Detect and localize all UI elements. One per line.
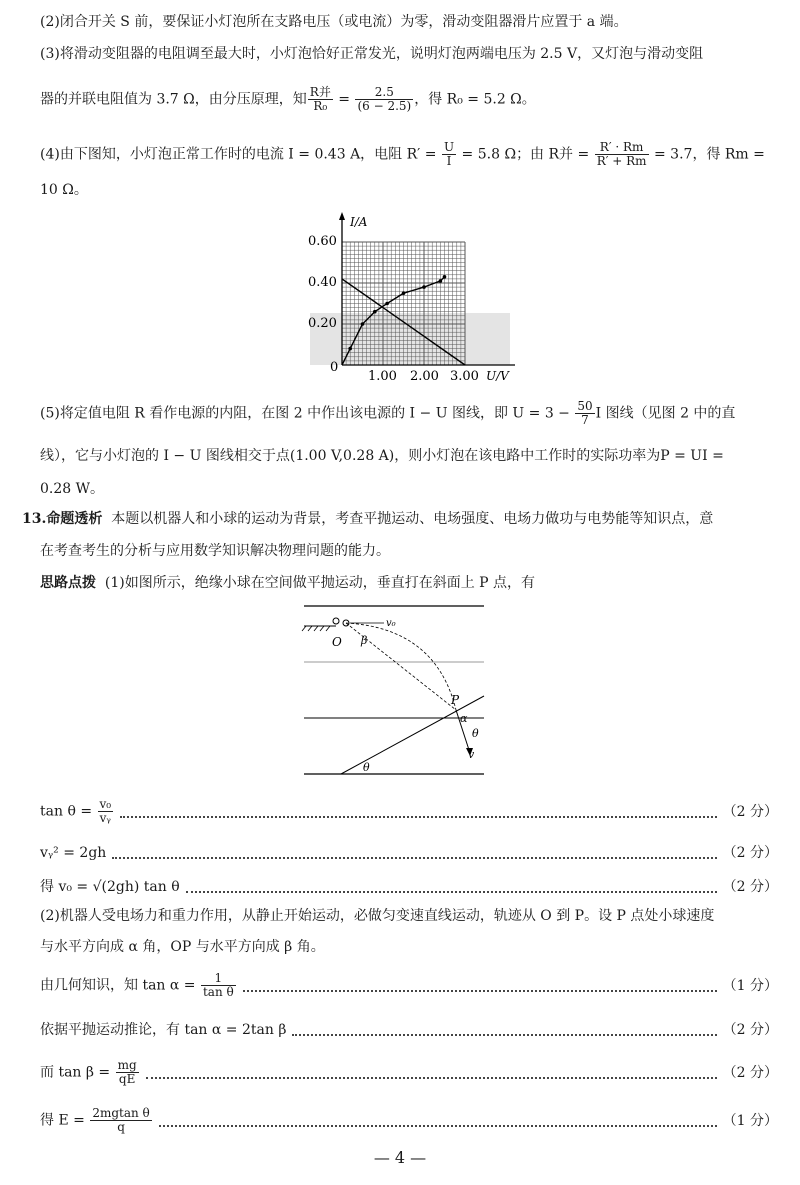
x-tick-100: 1.00 [368, 369, 397, 384]
fraction-u-over-i: $\frac{U}{I}$ [443, 140, 455, 168]
para-5-line1: (5)将定值电阻 R 看作电源的内阻，在图 2 中作出该电源的 I − U 图线，即 U = 3 − $\frac{50}{7}$ I 图线（见图 2 中的直 [40, 399, 736, 427]
eq-row-7: 得 E = $\frac{\text{2mgtan θ}}{q}$ （1 分） [40, 1106, 778, 1134]
graph-shade [310, 313, 510, 365]
hint-line1: 思路点拨 (1)如图所示，绝缘小球在空间做平抛运动，垂直打在斜面上 P 点，有 [40, 575, 536, 591]
eq-row-2: vᵧ² = 2gh （2 分） [40, 845, 778, 861]
y-tick-020: 0.20 [308, 316, 337, 331]
fraction-50-over-7: $\frac{50}{7}$ [577, 399, 593, 427]
bulb-data-point [373, 310, 377, 314]
bulb-data-point [443, 275, 447, 279]
q13-line1: 13.命题透析 本题以机器人和小球的运动为背景，考查平抛运动、电场强度、电场力做功与电势能等知识点，意 [22, 511, 714, 527]
para-4-line1: (4)由下图知，小灯泡正常工作时的电流 I = 0.43 A，电阻 R′ = $\frac{U}{I}$ = 5.8 Ω；由 R并 = $\frac{R' \cdot Rm}{R' + Rm}$ = 3.7，得 Rm = [40, 140, 765, 168]
fraction-r-ratio: $\frac{\text{R并}}{\text{R₀}}$ [309, 85, 331, 113]
bulb-data-point [361, 322, 365, 326]
eq-row-5: 依据平抛运动推论，有 tan α = 2tan β （2 分） [40, 1022, 778, 1038]
y-axis-arrow [339, 212, 345, 220]
projectile-figure [296, 598, 486, 780]
ledge-hatch [302, 626, 330, 631]
q13-line2: 在考查考生的分析与应用数学知识解决物理问题的能力。 [40, 543, 390, 559]
iu-graph [300, 208, 530, 388]
fraction-voltage-ratio: $\frac{2.5}{(6 - 2.5)}$ [357, 85, 412, 113]
eq-row-3: 得 v₀ = √(2gh) tan θ （2 分） [40, 879, 778, 895]
bulb-data-point [348, 347, 352, 351]
eq-row-4: 由几何知识，知 tan α = $\frac{1}{\text{tan θ}}$ （1 分） [40, 971, 778, 999]
robot-icon [333, 618, 339, 624]
bulb-data-point [385, 302, 389, 306]
bulb-data-point [439, 279, 443, 283]
label-v: v [468, 748, 475, 761]
eq-row-1: tan θ = $\frac{\text{v₀}}{\text{vᵧ}}$ （2 分） [40, 797, 778, 825]
eq-row-6: 而 tan β = $\frac{mg}{qE}$ （2 分） [40, 1058, 778, 1086]
para-4-line2: 10 Ω。 [40, 182, 88, 198]
x-tick-200: 2.00 [410, 369, 439, 384]
y-tick-0: 0 [330, 360, 339, 375]
para-5-line3: 0.28 W。 [40, 481, 105, 497]
x-axis-label: U/V [486, 369, 509, 383]
label-P: P [451, 693, 460, 707]
bulb-data-point [402, 291, 406, 295]
label-beta: β [361, 634, 368, 647]
fraction-parallel-resistance: $\frac{R' \cdot Rm}{R' + Rm}$ [596, 140, 647, 168]
y-tick-060: 0.60 [308, 234, 337, 249]
label-alpha: α [460, 712, 468, 725]
label-v0: v₀ [386, 618, 396, 629]
label-theta-1: θ [363, 761, 370, 774]
bulb-data-point [422, 285, 426, 289]
para-3-line2: 器的并联电阻值为 3.7 Ω，由分压原理，知 $\frac{\text{R并}}{\text{R₀}}$ = $\frac{2.5}{(6 - 2.5)}$ ，得 R₀ = 5.2 Ω。 [40, 85, 536, 113]
para-3-line1: (3)将滑动变阻器的电阻调至最大时，小灯泡恰好正常发光，说明灯泡两端电压为 2.5 V，又灯泡与滑动变阻 [40, 46, 704, 62]
para-q2-line2: 与水平方向成 α 角，OP 与水平方向成 β 角。 [40, 939, 325, 955]
para-q2-line1: (2)机器人受电场力和重力作用，从静止开始运动，必做匀变速直线运动，轨迹从 O 到 P。设 P 点处小球速度 [40, 908, 715, 924]
page-number: — 4 — [373, 1148, 427, 1167]
para-2: (2)闭合开关 S 前，要保证小灯泡所在支路电压（或电流）为零，滑动变阻器滑片应置于 a 端。 [40, 14, 628, 30]
y-tick-040: 0.40 [308, 275, 337, 290]
para-5-line2: 线），它与小灯泡的 I − U 图线相交于点(1.00 V,0.28 A)，则小灯泡在该电路中工作时的实际功率为P = UI = [40, 448, 724, 464]
y-axis-label: I/A [350, 215, 368, 229]
label-O: O [332, 635, 342, 649]
label-theta-2: θ [472, 727, 479, 740]
x-tick-300: 3.00 [450, 369, 479, 384]
